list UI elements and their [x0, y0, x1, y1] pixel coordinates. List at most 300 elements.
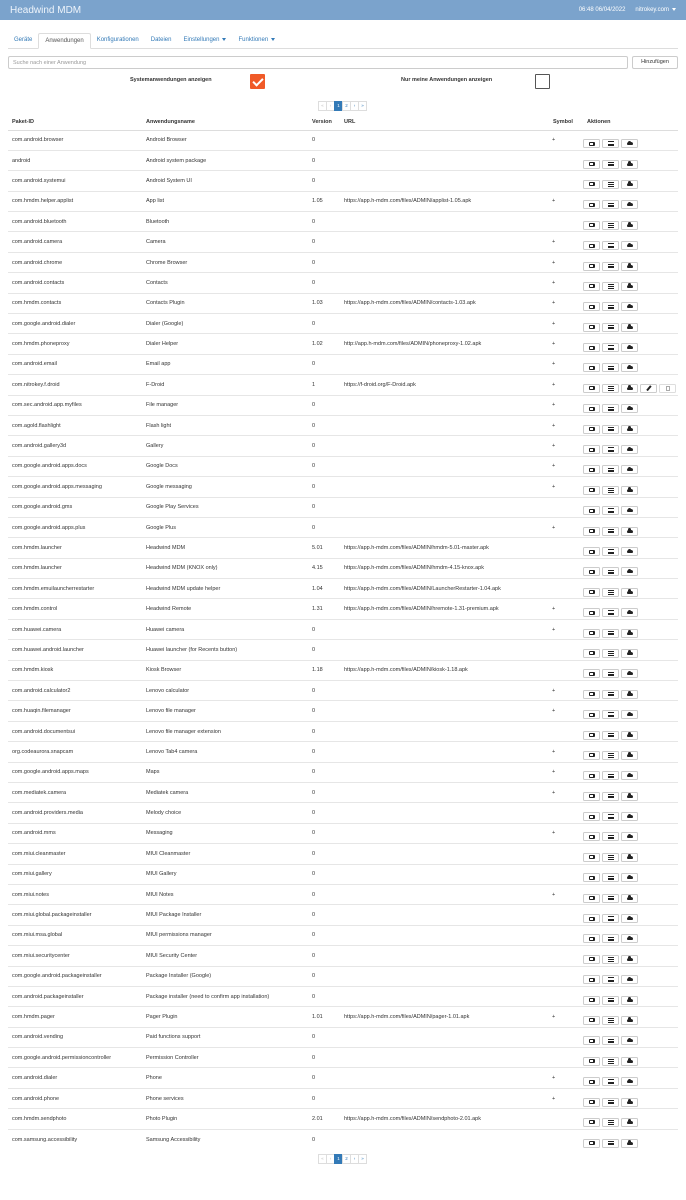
versions-button[interactable]	[583, 1118, 600, 1127]
configurations-button[interactable]	[602, 751, 619, 760]
download-button[interactable]	[621, 812, 638, 821]
version-cell: 0	[308, 681, 340, 701]
page-2-button[interactable]: 2	[342, 1154, 351, 1164]
configurations-button[interactable]	[602, 669, 619, 678]
symbol-cell	[549, 538, 583, 558]
row-actions	[583, 907, 678, 923]
col-header-url[interactable]: URL	[340, 115, 549, 130]
actions-cell	[583, 375, 678, 395]
list-icon	[608, 712, 614, 717]
download-button[interactable]	[621, 914, 638, 923]
download-button[interactable]	[621, 751, 638, 760]
row-actions	[583, 683, 678, 699]
versions-button[interactable]	[583, 588, 600, 597]
versions-button[interactable]	[583, 975, 600, 984]
configurations-button[interactable]	[602, 160, 619, 169]
download-button[interactable]	[621, 139, 638, 148]
box-icon	[589, 325, 595, 329]
box-icon	[589, 264, 595, 268]
search-input[interactable]	[8, 56, 628, 69]
symbol-cell: +	[549, 1007, 583, 1027]
versions-button[interactable]	[583, 608, 600, 617]
configurations-button[interactable]	[602, 486, 619, 495]
download-button[interactable]	[621, 669, 638, 678]
tab-2[interactable]	[91, 33, 145, 48]
configurations-button[interactable]	[602, 1036, 619, 1045]
configurations-button[interactable]	[602, 445, 619, 454]
row-actions	[583, 1091, 678, 1107]
configurations-button[interactable]	[602, 323, 619, 332]
download-button[interactable]	[621, 302, 638, 311]
configurations-button[interactable]	[602, 914, 619, 923]
versions-button[interactable]	[583, 934, 600, 943]
cloud-icon	[627, 1101, 633, 1104]
row-actions	[583, 662, 678, 678]
package-id-cell: com.huawei.camera	[8, 619, 142, 639]
version-cell: 0	[308, 803, 340, 823]
cloud-icon	[627, 897, 633, 900]
brand-logo[interactable]: Headwind MDM	[10, 4, 82, 16]
box-icon	[589, 244, 595, 248]
configurations-button[interactable]	[602, 812, 619, 821]
version-cell: 0	[308, 1088, 340, 1108]
cloud-icon	[627, 570, 633, 573]
configurations-button[interactable]	[602, 710, 619, 719]
download-button[interactable]	[621, 934, 638, 943]
versions-button[interactable]	[583, 160, 600, 169]
configurations-button[interactable]	[602, 241, 619, 250]
versions-button[interactable]	[583, 262, 600, 271]
box-icon	[589, 386, 595, 390]
download-button[interactable]	[621, 363, 638, 372]
url-cell	[340, 497, 549, 517]
configurations-button[interactable]	[602, 465, 619, 474]
cloud-icon	[627, 224, 633, 227]
last-page-button[interactable]: »	[358, 101, 367, 111]
next-page-button[interactable]: ›	[350, 101, 359, 111]
symbol-cell: +	[549, 293, 583, 313]
versions-button[interactable]	[583, 894, 600, 903]
tab-5[interactable]	[232, 33, 281, 48]
version-cell: 0	[308, 232, 340, 252]
versions-button[interactable]	[583, 996, 600, 1005]
configurations-button[interactable]	[602, 527, 619, 536]
my-apps-checkbox[interactable]	[535, 74, 550, 89]
configurations-button[interactable]	[602, 1118, 619, 1127]
delete-button[interactable]	[659, 384, 676, 393]
actions-cell	[583, 497, 678, 517]
version-cell: 0	[308, 742, 340, 762]
cloud-icon	[627, 407, 633, 410]
versions-button[interactable]	[583, 445, 600, 454]
download-button[interactable]	[621, 588, 638, 597]
next-page-button[interactable]: ›	[350, 1154, 359, 1164]
symbol-cell	[549, 640, 583, 660]
configurations-button[interactable]	[602, 1139, 619, 1148]
download-button[interactable]	[621, 547, 638, 556]
app-name-cell: Email app	[142, 354, 308, 374]
download-button[interactable]	[621, 873, 638, 882]
version-cell: 1.05	[308, 191, 340, 211]
download-button[interactable]	[621, 1016, 638, 1025]
version-cell: 0	[308, 456, 340, 476]
configurations-button[interactable]	[602, 404, 619, 413]
tab-3[interactable]	[145, 33, 178, 48]
col-header-package[interactable]: Paket-ID	[8, 115, 142, 130]
add-application-button[interactable]: Hinzufügen	[632, 56, 678, 69]
row-actions	[583, 1050, 678, 1066]
versions-button[interactable]	[583, 404, 600, 413]
symbol-cell	[549, 558, 583, 578]
tab-1[interactable]	[38, 33, 90, 49]
box-icon	[589, 876, 595, 880]
symbol-cell	[549, 844, 583, 864]
package-id-cell: com.google.android.gms	[8, 497, 142, 517]
versions-button[interactable]	[583, 710, 600, 719]
configurations-button[interactable]	[602, 588, 619, 597]
configurations-button[interactable]	[602, 873, 619, 882]
versions-button[interactable]	[583, 649, 600, 658]
row-actions	[583, 438, 678, 454]
tab-4[interactable]	[177, 33, 232, 48]
box-icon	[589, 1141, 595, 1145]
download-button[interactable]	[621, 241, 638, 250]
versions-button[interactable]	[583, 139, 600, 148]
table-row	[8, 925, 678, 945]
configurations-button[interactable]	[602, 894, 619, 903]
configurations-button[interactable]	[602, 731, 619, 740]
configurations-button[interactable]	[602, 649, 619, 658]
download-button[interactable]	[621, 567, 638, 576]
configurations-button[interactable]	[602, 200, 619, 209]
download-button[interactable]	[621, 649, 638, 658]
symbol-cell: +	[549, 395, 583, 415]
configurations-button[interactable]	[602, 1057, 619, 1066]
versions-button[interactable]	[583, 567, 600, 576]
configurations-button[interactable]	[602, 771, 619, 780]
package-id-cell: com.google.android.dialer	[8, 314, 142, 334]
versions-button[interactable]	[583, 465, 600, 474]
prev-page-button[interactable]: ‹	[326, 1154, 335, 1164]
col-header-version[interactable]: Version	[308, 115, 340, 130]
list-icon	[608, 1079, 614, 1084]
version-cell: 5.01	[308, 538, 340, 558]
download-button[interactable]	[621, 180, 638, 189]
configurations-button[interactable]	[602, 506, 619, 515]
download-button[interactable]	[621, 1139, 638, 1148]
download-button[interactable]	[621, 445, 638, 454]
box-icon	[589, 488, 595, 492]
versions-button[interactable]	[583, 241, 600, 250]
list-icon	[608, 345, 614, 350]
edit-button[interactable]	[640, 384, 657, 393]
download-button[interactable]	[621, 404, 638, 413]
list-icon	[608, 141, 614, 146]
download-button[interactable]	[621, 425, 638, 434]
package-id-cell: com.hmdm.pager	[8, 1007, 142, 1027]
versions-button[interactable]	[583, 1139, 600, 1148]
download-button[interactable]	[621, 160, 638, 169]
download-button[interactable]	[621, 1118, 638, 1127]
version-cell: 0	[308, 966, 340, 986]
download-button[interactable]	[621, 262, 638, 271]
box-icon	[589, 427, 595, 431]
row-actions	[583, 601, 678, 617]
pagination-bottom	[0, 1154, 686, 1164]
download-button[interactable]	[621, 853, 638, 862]
app-name-cell: Lenovo calculator	[142, 681, 308, 701]
package-id-cell: com.nitrokey.f.droid	[8, 375, 142, 395]
row-actions	[583, 458, 678, 474]
box-icon	[589, 672, 595, 676]
download-button[interactable]	[621, 1077, 638, 1086]
symbol-cell: +	[549, 252, 583, 272]
download-button[interactable]	[621, 792, 638, 801]
tab-0[interactable]	[8, 33, 38, 48]
configurations-button[interactable]	[602, 302, 619, 311]
package-id-cell: com.huawei.android.launcher	[8, 640, 142, 660]
configurations-button[interactable]	[602, 343, 619, 352]
configurations-button[interactable]	[602, 139, 619, 148]
download-button[interactable]	[621, 343, 638, 352]
download-button[interactable]	[621, 771, 638, 780]
package-id-cell: com.hmdm.contacts	[8, 293, 142, 313]
versions-button[interactable]	[583, 873, 600, 882]
versions-button[interactable]	[583, 1077, 600, 1086]
configurations-button[interactable]	[602, 975, 619, 984]
versions-button[interactable]	[583, 343, 600, 352]
table-row	[8, 314, 678, 334]
row-actions	[583, 927, 678, 943]
package-id-cell: org.codeaurora.snapcam	[8, 742, 142, 762]
row-actions	[583, 948, 678, 964]
configurations-button[interactable]	[602, 955, 619, 964]
url-cell	[340, 721, 549, 741]
cloud-icon	[627, 856, 633, 859]
list-icon	[608, 794, 614, 799]
versions-button[interactable]	[583, 282, 600, 291]
page-2-button[interactable]: 2	[342, 101, 351, 111]
symbol-cell: +	[549, 517, 583, 537]
download-button[interactable]	[621, 1098, 638, 1107]
download-button[interactable]	[621, 200, 638, 209]
col-header-name[interactable]: Anwendungsname	[142, 115, 308, 130]
configurations-button[interactable]	[602, 282, 619, 291]
url-cell: https://app.h-mdm.com/files/ADMIN/hremote-1.31-premium.apk	[340, 599, 549, 619]
actions-cell	[583, 1027, 678, 1047]
versions-button[interactable]	[583, 690, 600, 699]
configurations-button[interactable]	[602, 363, 619, 372]
download-button[interactable]	[621, 608, 638, 617]
symbol-cell: +	[549, 334, 583, 354]
cloud-icon	[627, 530, 633, 533]
download-button[interactable]	[621, 527, 638, 536]
download-button[interactable]	[621, 731, 638, 740]
url-cell	[340, 1027, 549, 1047]
versions-button[interactable]	[583, 486, 600, 495]
url-cell: https://f-droid.org/F-Droid.apk	[340, 375, 549, 395]
versions-button[interactable]	[583, 629, 600, 638]
configurations-button[interactable]	[602, 996, 619, 1005]
versions-button[interactable]	[583, 955, 600, 964]
download-button[interactable]	[621, 1057, 638, 1066]
symbol-cell: +	[549, 783, 583, 803]
configurations-button[interactable]	[602, 425, 619, 434]
download-button[interactable]	[621, 690, 638, 699]
app-name-cell: MIUI Cleanmaster	[142, 844, 308, 864]
configurations-button[interactable]	[602, 262, 619, 271]
versions-button[interactable]	[583, 669, 600, 678]
cloud-icon	[627, 937, 633, 940]
user-menu[interactable]	[635, 7, 676, 13]
download-button[interactable]	[621, 384, 638, 393]
prev-page-button[interactable]: ‹	[326, 101, 335, 111]
version-cell: 2.01	[308, 1109, 340, 1129]
download-button[interactable]	[621, 832, 638, 841]
configurations-button[interactable]	[602, 547, 619, 556]
url-cell	[340, 1068, 549, 1088]
versions-button[interactable]	[583, 771, 600, 780]
configurations-button[interactable]	[602, 832, 619, 841]
versions-button[interactable]	[583, 792, 600, 801]
app-name-cell: Bluetooth	[142, 212, 308, 232]
list-icon	[608, 549, 614, 554]
table-row	[8, 354, 678, 374]
configurations-button[interactable]	[602, 180, 619, 189]
url-cell	[340, 415, 549, 435]
system-apps-checkbox[interactable]	[250, 74, 265, 89]
versions-button[interactable]	[583, 731, 600, 740]
table-row	[8, 599, 678, 619]
configurations-button[interactable]	[602, 792, 619, 801]
url-cell	[340, 783, 549, 803]
cloud-icon	[627, 958, 633, 961]
configurations-button[interactable]	[602, 567, 619, 576]
cloud-icon	[627, 713, 633, 716]
versions-button[interactable]	[583, 425, 600, 434]
first-page-button[interactable]: «	[318, 1154, 327, 1164]
page-1-button[interactable]: 1	[334, 101, 343, 111]
versions-button[interactable]	[583, 1098, 600, 1107]
symbol-cell	[549, 864, 583, 884]
versions-button[interactable]	[583, 180, 600, 189]
download-button[interactable]	[621, 975, 638, 984]
download-button[interactable]	[621, 506, 638, 515]
last-page-button[interactable]: »	[358, 1154, 367, 1164]
row-actions	[583, 744, 678, 760]
table-row	[8, 579, 678, 599]
table-row	[8, 232, 678, 252]
download-button[interactable]	[621, 323, 638, 332]
app-name-cell: Package installer (need to confirm app installation)	[142, 986, 308, 1006]
versions-button[interactable]	[583, 506, 600, 515]
versions-button[interactable]	[583, 363, 600, 372]
cloud-icon	[627, 183, 633, 186]
app-name-cell: Lenovo Tab4 camera	[142, 742, 308, 762]
versions-button[interactable]	[583, 221, 600, 230]
download-button[interactable]	[621, 710, 638, 719]
download-button[interactable]	[621, 282, 638, 291]
configurations-button[interactable]	[602, 1016, 619, 1025]
list-icon	[608, 692, 614, 697]
first-page-button[interactable]: «	[318, 101, 327, 111]
actions-cell	[583, 436, 678, 456]
download-button[interactable]	[621, 629, 638, 638]
version-cell: 0	[308, 212, 340, 232]
url-cell	[340, 456, 549, 476]
app-name-cell: Contacts Plugin	[142, 293, 308, 313]
url-cell	[340, 905, 549, 925]
download-button[interactable]	[621, 955, 638, 964]
table-row	[8, 150, 678, 170]
app-name-cell: Headwind MDM	[142, 538, 308, 558]
configurations-button[interactable]	[602, 1098, 619, 1107]
configurations-button[interactable]	[602, 221, 619, 230]
download-button[interactable]	[621, 486, 638, 495]
version-cell: 0	[308, 252, 340, 272]
versions-button[interactable]	[583, 200, 600, 209]
list-icon	[608, 672, 614, 677]
package-id-cell: com.hmdm.helper.applist	[8, 191, 142, 211]
app-name-cell: MIUI permissions manager	[142, 925, 308, 945]
download-button[interactable]	[621, 996, 638, 1005]
versions-button[interactable]	[583, 384, 600, 393]
app-name-cell: MIUI Notes	[142, 884, 308, 904]
versions-button[interactable]	[583, 1016, 600, 1025]
versions-button[interactable]	[583, 914, 600, 923]
versions-button[interactable]	[583, 527, 600, 536]
configurations-button[interactable]	[602, 934, 619, 943]
app-name-cell: Chrome Browser	[142, 252, 308, 272]
download-button[interactable]	[621, 221, 638, 230]
configurations-button[interactable]	[602, 690, 619, 699]
versions-button[interactable]	[583, 1057, 600, 1066]
app-name-cell: Kiosk Browser	[142, 660, 308, 680]
versions-button[interactable]	[583, 1036, 600, 1045]
version-cell: 1.04	[308, 579, 340, 599]
version-cell: 0	[308, 762, 340, 782]
list-icon	[608, 243, 614, 248]
download-button[interactable]	[621, 1036, 638, 1045]
versions-button[interactable]	[583, 323, 600, 332]
page-1-button[interactable]: 1	[334, 1154, 343, 1164]
configurations-button[interactable]	[602, 853, 619, 862]
versions-button[interactable]	[583, 812, 600, 821]
url-cell: https://app.h-mdm.com/files/ADMIN/kiosk-1.18.apk	[340, 660, 549, 680]
app-name-cell: Flash light	[142, 415, 308, 435]
download-button[interactable]	[621, 894, 638, 903]
version-cell: 0	[308, 701, 340, 721]
download-button[interactable]	[621, 465, 638, 474]
versions-button[interactable]	[583, 751, 600, 760]
configurations-button[interactable]	[602, 384, 619, 393]
table-row	[8, 783, 678, 803]
versions-button[interactable]	[583, 547, 600, 556]
configurations-button[interactable]	[602, 608, 619, 617]
configurations-button[interactable]	[602, 629, 619, 638]
version-cell: 0	[308, 273, 340, 293]
cloud-icon	[627, 774, 633, 777]
versions-button[interactable]	[583, 302, 600, 311]
row-actions	[583, 336, 678, 352]
symbol-cell	[549, 1129, 583, 1149]
versions-button[interactable]	[583, 832, 600, 841]
table-row	[8, 1027, 678, 1047]
configurations-button[interactable]	[602, 1077, 619, 1086]
versions-button[interactable]	[583, 853, 600, 862]
table-row	[8, 212, 678, 232]
version-cell: 0	[308, 864, 340, 884]
